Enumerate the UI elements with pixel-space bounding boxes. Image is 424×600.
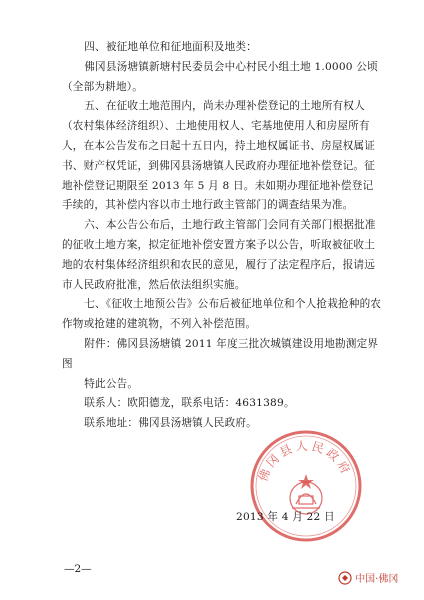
body-text xyxy=(62,38,382,434)
document-date: 2013 年 4 月 22 日 xyxy=(236,511,335,523)
contact-address: 联系地址：佛冈县汤塘镇人民政府。 xyxy=(84,417,257,430)
government-seal xyxy=(248,428,364,544)
watermark xyxy=(338,570,398,588)
paragraph-land-area: 佛冈县汤塘镇新塘村民委员会中心村民小组土地 1.0000 公顷（全部为耕地）。 xyxy=(62,60,378,93)
paragraph-section-7: 七、《征收土地预公告》公布后被征地单位和个人抢栽抢种的农作物或抢建的建筑物，不列入补偿范围。 xyxy=(62,298,382,331)
attachment-line: 附件：佛冈县汤塘镇 2011 年度三批次城镇建设用地勘测定界图 xyxy=(62,337,379,370)
paragraph-section-5: 五、在征收土地范围内，尚未办理补偿登记的土地所有权人（农村集体经济组织）、土地使用权人、宅基地使用人和房屋所有人，在本公告发布之日起十五日内，持土地权属证书、房屋权属证书、财产权凭证，到佛冈县汤塘镇人民政府办理征地补偿登记。征地补偿登记期限至 2013 年 5 月 8 日。未如期办理征地补偿登记手续的，其补偿内容以市土地行政主管部门的调查结果为准。 xyxy=(62,100,376,212)
paragraph-section-4: 四、被征地单位和征地面积及地类： xyxy=(84,41,257,53)
paragraph-section-6: 六、本公告公布后，土地行政主管部门会同有关部门根据批准的征收土地方案，拟定征地补偿安置方案予以公告，听取被征收土地的农村集体经济组织和农民的意见，履行了法定程序后，报请远市人民政府批准，然后依法组织实施。 xyxy=(62,219,376,291)
page-number: —2— xyxy=(64,563,92,575)
watermark-logo-icon xyxy=(338,571,352,588)
watermark-text: 中国·佛冈 xyxy=(355,574,399,585)
contact-person: 联系人：欧阳德龙，联系电话：4631389。 xyxy=(84,397,295,410)
seal-text: 佛冈县人民政府 xyxy=(255,438,355,484)
closing-line: 特此公告。 xyxy=(84,377,139,390)
